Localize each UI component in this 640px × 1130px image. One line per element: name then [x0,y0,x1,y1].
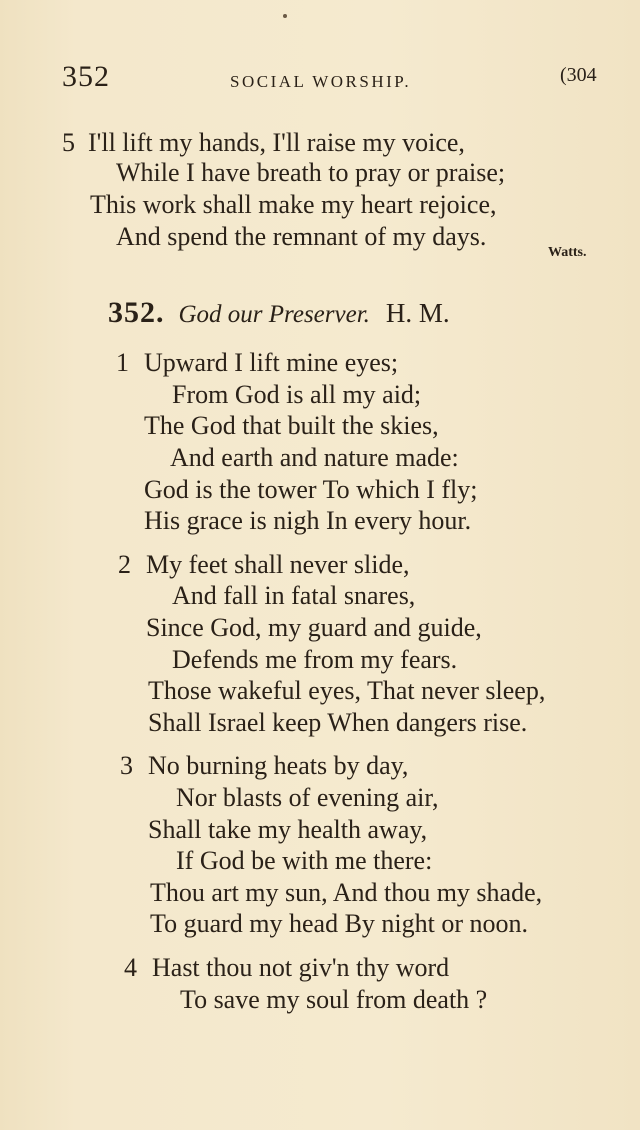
verse-line: To guard my head By night or noon. [150,909,529,938]
verse-line: The God that built the skies, [144,411,439,440]
stanza-number: 5 [62,128,75,157]
verse-line: Shall Israel keep When dangers rise. [148,708,528,737]
verse-line: Defends me from my fears. [172,645,458,674]
running-title: SOCIAL WORSHIP. [230,72,412,91]
page-number: 352 [62,60,110,93]
verse-line: I'll lift my hands, I'll raise my voice, [88,128,465,157]
verse-line: Nor blasts of evening air, [176,783,439,812]
verse-line: Upward I lift mine eyes; [144,348,399,377]
hymn-title: God our Preserver. [178,301,370,328]
verse-line: God is the tower To which I fly; [144,475,478,504]
stanza-number: 1 [116,348,129,377]
verse-line: Those wakeful eyes, That never sleep, [148,676,546,705]
ink-speck [283,14,287,18]
verse-line: And earth and nature made: [170,443,459,472]
hymn-meter: H. M. [385,298,450,328]
stanza-number: 3 [120,751,133,780]
folio-number: (304 [560,64,597,86]
verse-line: And spend the remnant of my days. [116,222,487,251]
verse-line: And fall in fatal snares, [172,581,416,610]
hymn-heading [108,296,450,330]
verse-line: No burning heats by day, [148,751,409,780]
verse-line: My feet shall never slide, [146,550,410,579]
hymn-number: 352. [108,296,165,329]
attribution: Watts. [548,245,587,260]
verse-line: To save my soul from death ? [180,985,488,1014]
verse-line: Shall take my health away, [148,815,428,844]
verse-line: From God is all my aid; [172,380,422,409]
verse-line: Hast thou not giv'n thy word [152,953,450,982]
verse-line: Thou art my sun, And thou my shade, [150,878,543,907]
verse-line: His grace is nigh In every hour. [144,506,472,535]
verse-line: While I have breath to pray or praise; [116,158,506,187]
stanza-number: 4 [124,953,137,982]
verse-line: This work shall make my heart rejoice, [90,190,497,219]
verse-line: If God be with me there: [176,846,433,875]
verse-line: Since God, my guard and guide, [146,613,482,642]
stanza-number: 2 [118,550,131,579]
